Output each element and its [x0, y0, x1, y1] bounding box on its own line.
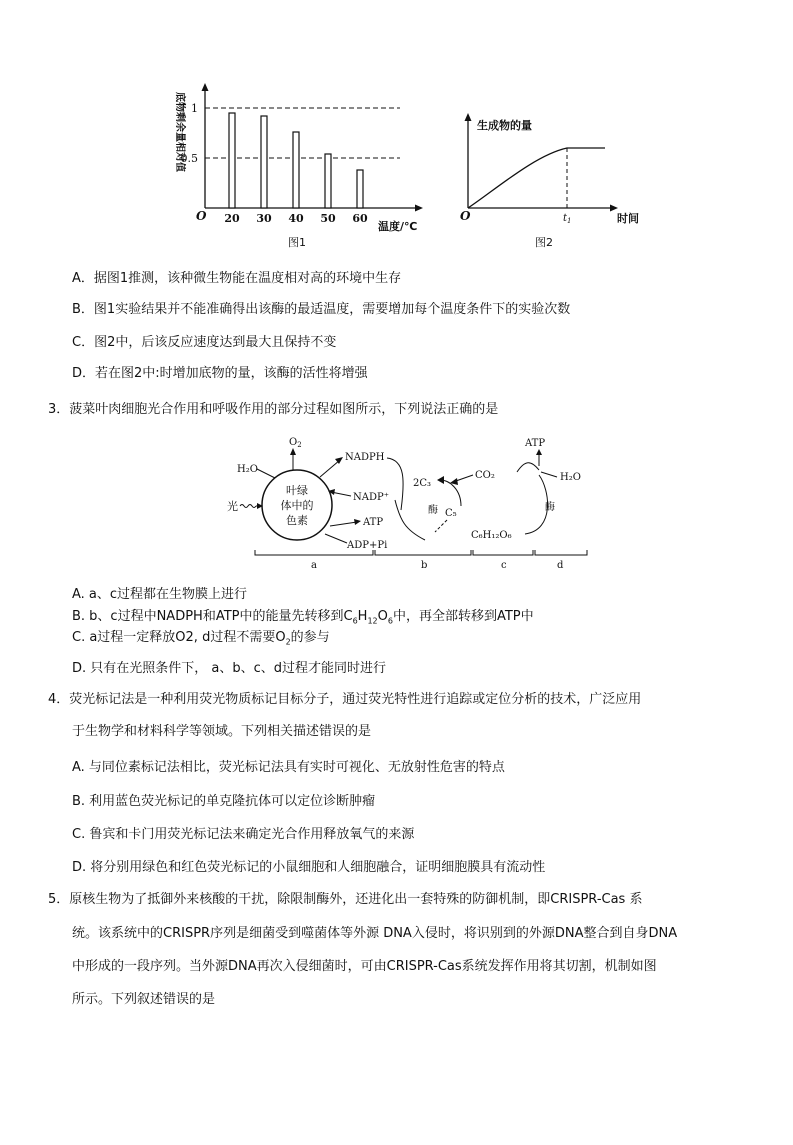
origin-label: O: [196, 209, 207, 223]
q4-stem-line-1: 4．荧光标记法是一种利用荧光物质标记目标分子，通过荧光特性进行追踪或定位分析的技术，广泛应用: [48, 692, 642, 707]
q4-option-c: C. 鲁宾和卡门用荧光标记法来确定光合作用释放氧气的来源: [72, 827, 415, 842]
bar-50: [325, 154, 331, 208]
q3-stem: 3．菠菜叶肉细胞光合作用和呼吸作用的部分过程如图所示，下列说法正确的是: [48, 402, 499, 417]
adp-label: ADP+Pi: [347, 540, 388, 551]
bar-30: [261, 116, 267, 208]
figure-1-caption: 图1: [288, 236, 306, 249]
x-tick-50: 50: [320, 212, 336, 225]
bar-60: [357, 170, 363, 208]
h2o-right-label: H₂O: [560, 472, 581, 483]
y-tick-0-5: 0.5: [180, 152, 198, 165]
q5-stem-line-2: 统。该系统中的CRISPR序列是细菌受到噬菌体等外源 DNA入侵时，将识别到的外源DNA整合到自身DNA: [72, 926, 678, 941]
figure-2-chart: [455, 110, 665, 250]
y-axis-label: 底物剩余量相对值: [174, 92, 185, 172]
pigment-label-1: 叶绿: [286, 484, 308, 497]
q2-option-c: C．图2中，后该反应速度达到最大且保持不变: [72, 335, 337, 350]
pigment-label-2: 体中的: [280, 499, 314, 512]
light-label: 光: [227, 500, 238, 513]
q4-option-b: B. 利用蓝色荧光标记的单克隆抗体可以定位诊断肿瘤: [72, 794, 376, 809]
x-axis-label: 温度/℃: [378, 220, 418, 233]
glucose-label: C₆H₁₂O₆: [471, 530, 512, 541]
process-label-b: b: [421, 560, 428, 571]
o2-label: $O_2$: [289, 437, 302, 449]
q2-option-b: B．图1实验结果并不能准确得出该酶的最适温度，需要增加每个温度条件下的实验次数: [72, 302, 571, 317]
pigment-label-3: 色素: [286, 514, 308, 527]
bar-40: [293, 132, 299, 208]
process-label-d: d: [557, 560, 564, 571]
enzyme-2-label: 酶: [545, 502, 555, 513]
c5-label: C₅: [445, 508, 457, 519]
x-tick-20: 20: [224, 212, 240, 225]
q5-stem-line-3: 中形成的一段序列。当外源DNA再次入侵细菌时，可由CRISPR-Cas系统发挥作用将其切割，机制如图: [72, 959, 657, 974]
co2-label: CO₂: [475, 470, 495, 481]
q4-option-a: A. 与同位素标记法相比，荧光标记法具有实时可视化、无放射性危害的特点: [72, 760, 505, 775]
q4-stem-line-2: 于生物学和材料科学等领域。下列相关描述错误的是: [72, 724, 372, 739]
bar-20: [229, 113, 235, 208]
photosynthesis-diagram: [225, 430, 595, 575]
q4-option-d: D. 将分别用绿色和红色荧光标记的小鼠细胞和人细胞融合，证明细胞膜具有流动性: [72, 860, 546, 875]
x-axis-label: 时间: [617, 212, 639, 225]
c3-label: 2C₃: [413, 478, 432, 489]
nadph-label: NADPH: [345, 452, 385, 463]
figure-1-chart: [160, 80, 430, 250]
x-tick-40: 40: [288, 212, 304, 225]
y-tick-1: 1: [191, 102, 198, 115]
origin-label: O: [460, 209, 471, 223]
q3-option-c: C. a过程一定释放O2, d过程不需要$O_2$的参与: [72, 630, 330, 647]
q3-option-b: B. b、c过程中NADPH和ATP中的能量先转移到$C_6H_{12}O_6$中，再全部转移到ATP中: [72, 609, 534, 626]
process-label-a: a: [311, 560, 317, 571]
y-axis-label: 生成物的量: [477, 119, 532, 132]
process-label-c: c: [501, 560, 507, 571]
x-tick-30: 30: [256, 212, 272, 225]
figure-2-caption: 图2: [535, 236, 553, 249]
enzyme-1-label: 酶: [428, 505, 438, 516]
atp-right-label: ATP: [525, 438, 546, 449]
h2o-left-label: H₂O: [237, 464, 258, 475]
q2-option-a: A．据图1推测，该种微生物能在温度相对高的环境中生存: [72, 271, 402, 286]
q2-option-d: D．若在图2中:时增加底物的量，该酶的活性将增强: [72, 366, 368, 381]
nadp-label: NADP⁺: [353, 492, 389, 503]
x-tick-60: 60: [352, 212, 368, 225]
q3-option-d: D. 只有在光照条件下， a、b、c、d过程才能同时进行: [72, 661, 387, 676]
q5-stem-line-4: 所示。下列叙述错误的是: [72, 992, 216, 1007]
q3-option-a: A. a、c过程都在生物膜上进行: [72, 587, 248, 602]
t1-label: $t_1$: [563, 213, 572, 225]
atp-left-label: ATP: [363, 517, 384, 528]
q5-stem-line-1: 5．原核生物为了抵御外来核酸的干扰，除限制酶外，还进化出一套特殊的防御机制，即CRISPR-Cas 系: [48, 892, 643, 907]
